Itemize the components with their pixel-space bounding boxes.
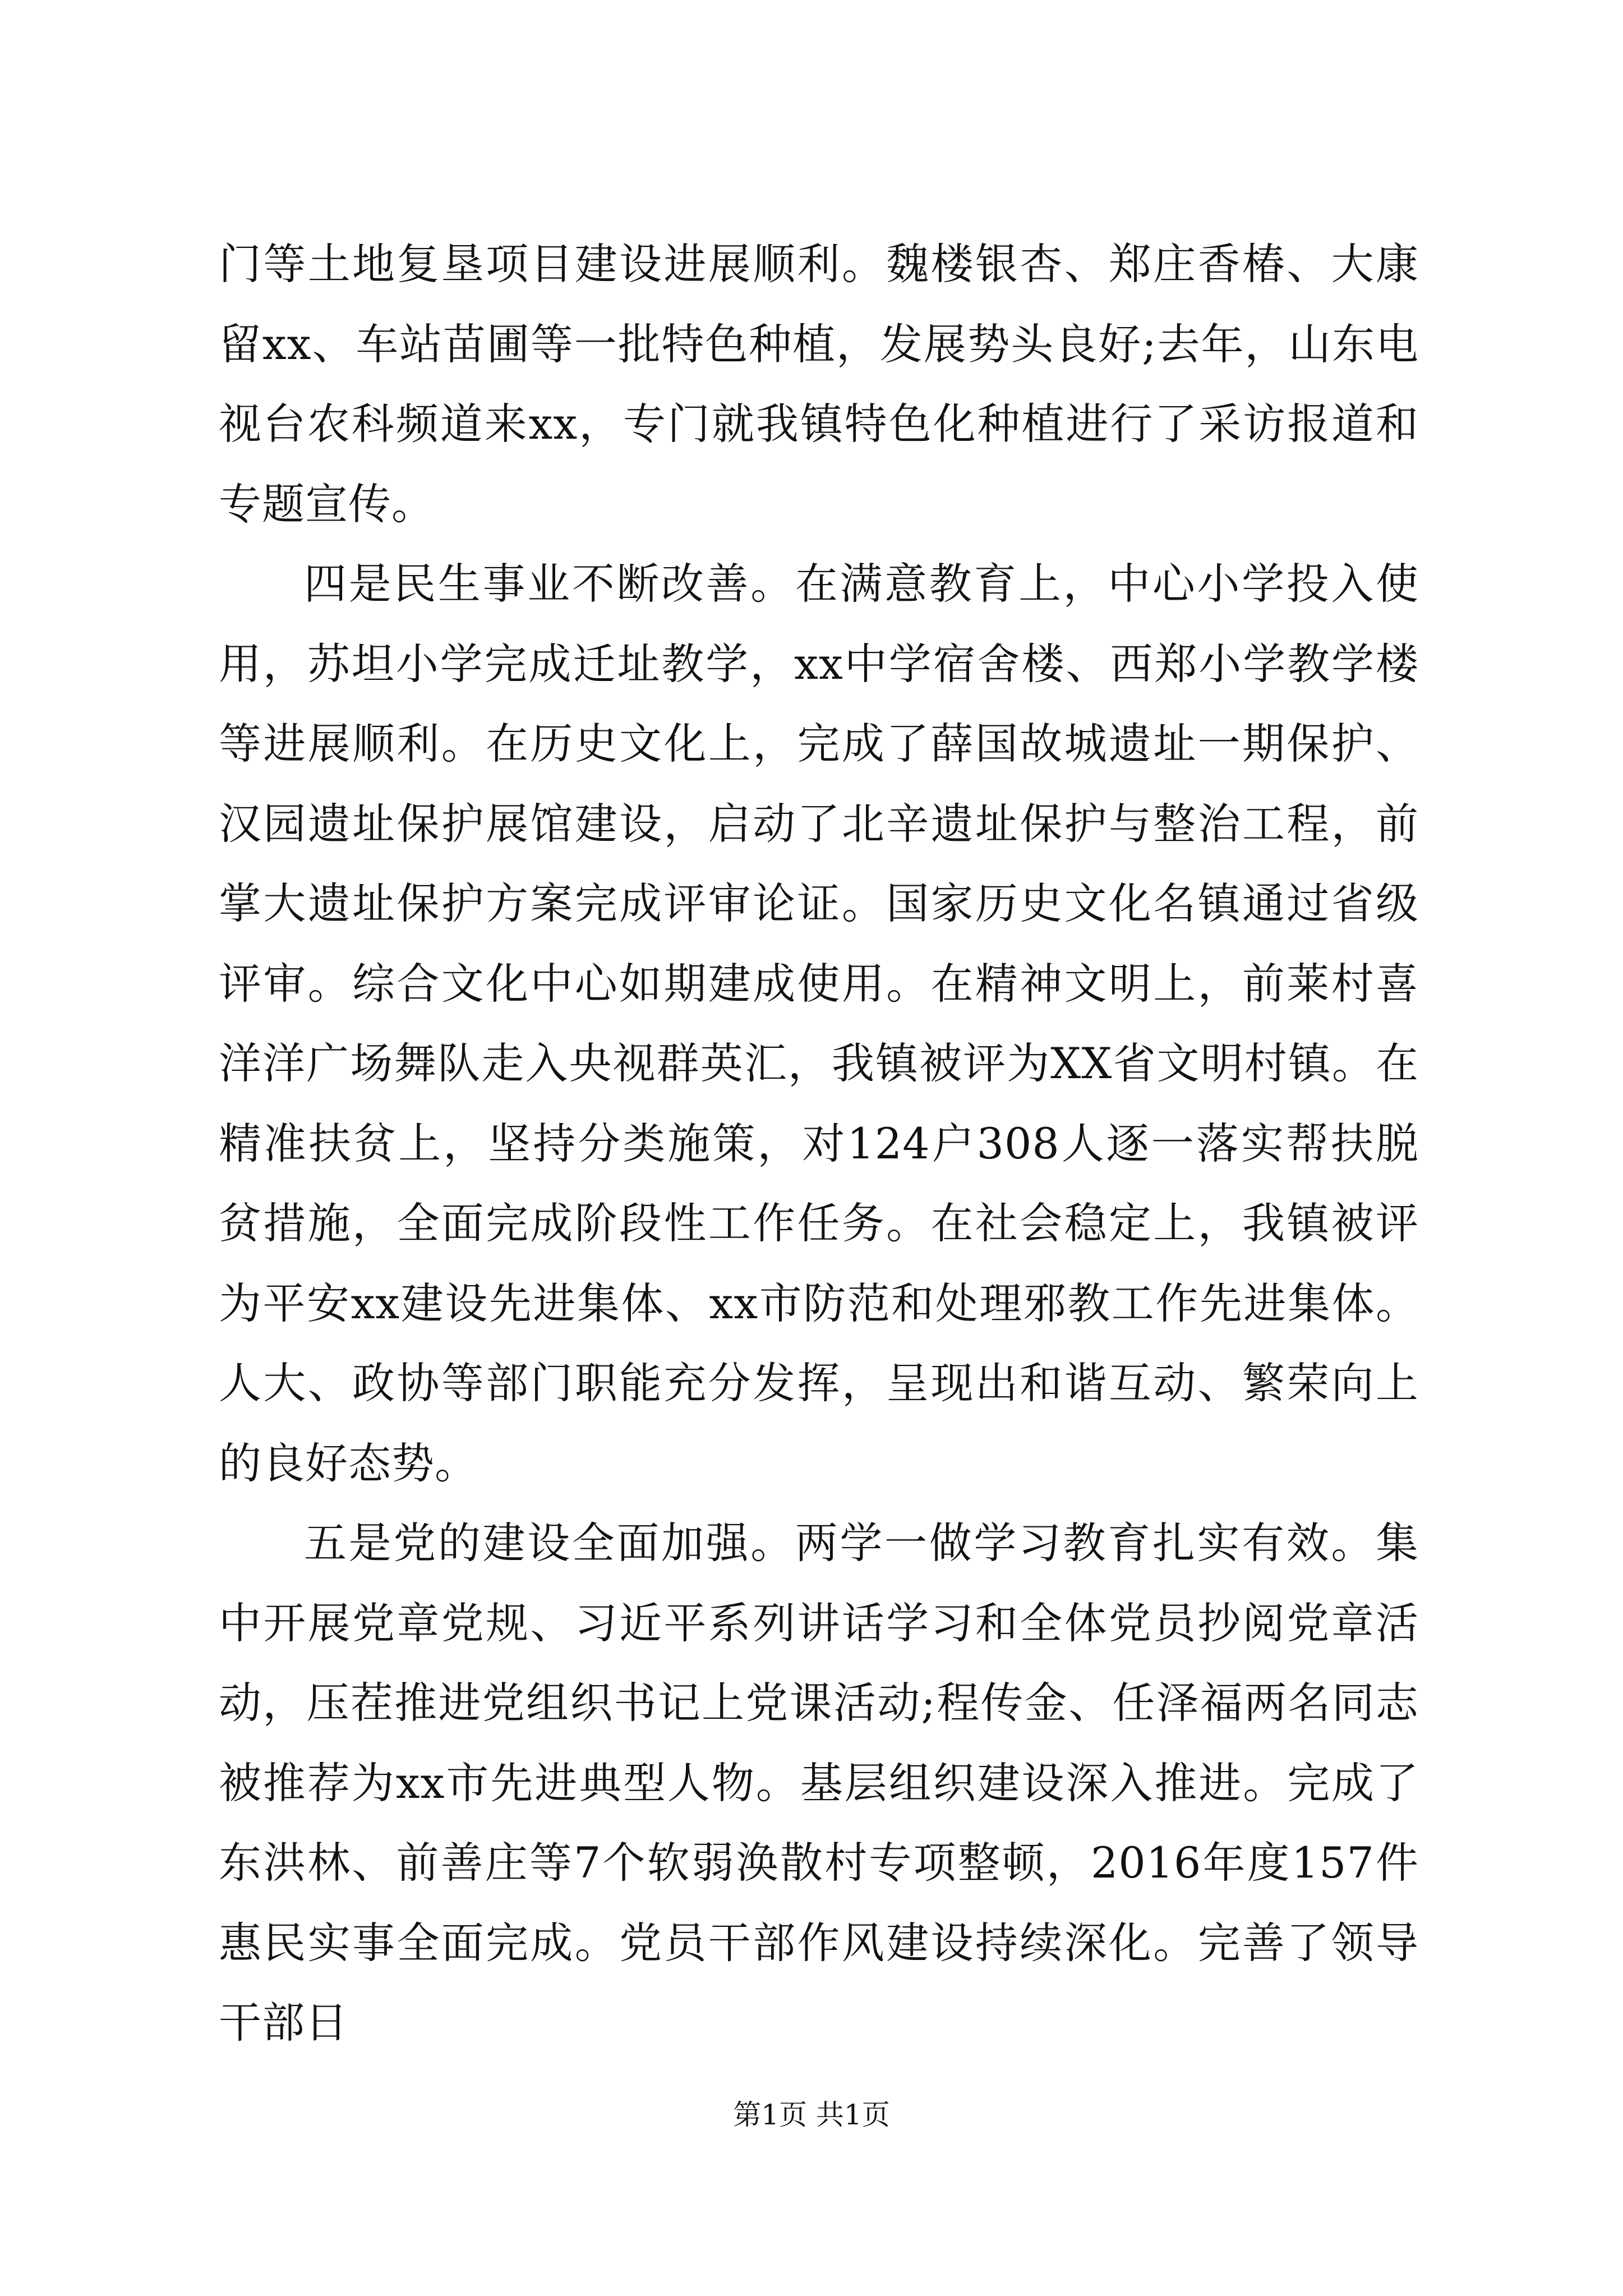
paragraph-1: 门等土地复垦项目建设进展顺利。魏楼银杏、郑庄香椿、大康留xx、车站苗圃等一批特色种植，发展势头良好;去年，山东电视台农科频道来xx，专门就我镇特色化种植进行了采访报道和专题宣传。: [219, 239, 1419, 529]
paragraph-3: 五是党的建设全面加强。两学一做学习教育扎实有效。集中开展党章党规、习近平系列讲话学习和全体党员抄阅党章活动，压茬推进党组织书记上党课活动;程传金、任泽福两名同志被推荐为xx市先进典型人物。基层组织建设深入推进。完成了东洪林、前善庄等7个软弱涣散村专项整顿，2016年度157件惠民实事全面完成。党员干部作风建设持续深化。完善了领导干部日: [219, 1518, 1419, 2047]
paragraph-2: 四是民生事业不断改善。在满意教育上，中心小学投入使用，苏坦小学完成迁址教学，xx中学宿舍楼、西郑小学教学楼等进展顺利。在历史文化上，完成了薛国故城遗址一期保护、汉园遗址保护展馆建设，启动了北辛遗址保护与整治工程，前掌大遗址保护方案完成评审论证。国家历史文化名镇通过省级评审。综合文化中心如期建成使用。在精神文明上，前莱村喜洋洋广场舞队走入央视群英汇，我镇被评为XX省文明村镇。在精准扶贫上，坚持分类施策，对124户308人逐一落实帮扶脱贫措施，全面完成阶段性工作任务。在社会稳定上，我镇被评为平安xx建设先进集体、xx市防范和处理邪教工作先进集体。人大、政协等部门职能充分发挥，呈现出和谐互动、繁荣向上的良好态势。: [219, 559, 1419, 1488]
page-footer: 第1页 共1页: [733, 2099, 890, 2131]
document-body: [219, 224, 1419, 2063]
